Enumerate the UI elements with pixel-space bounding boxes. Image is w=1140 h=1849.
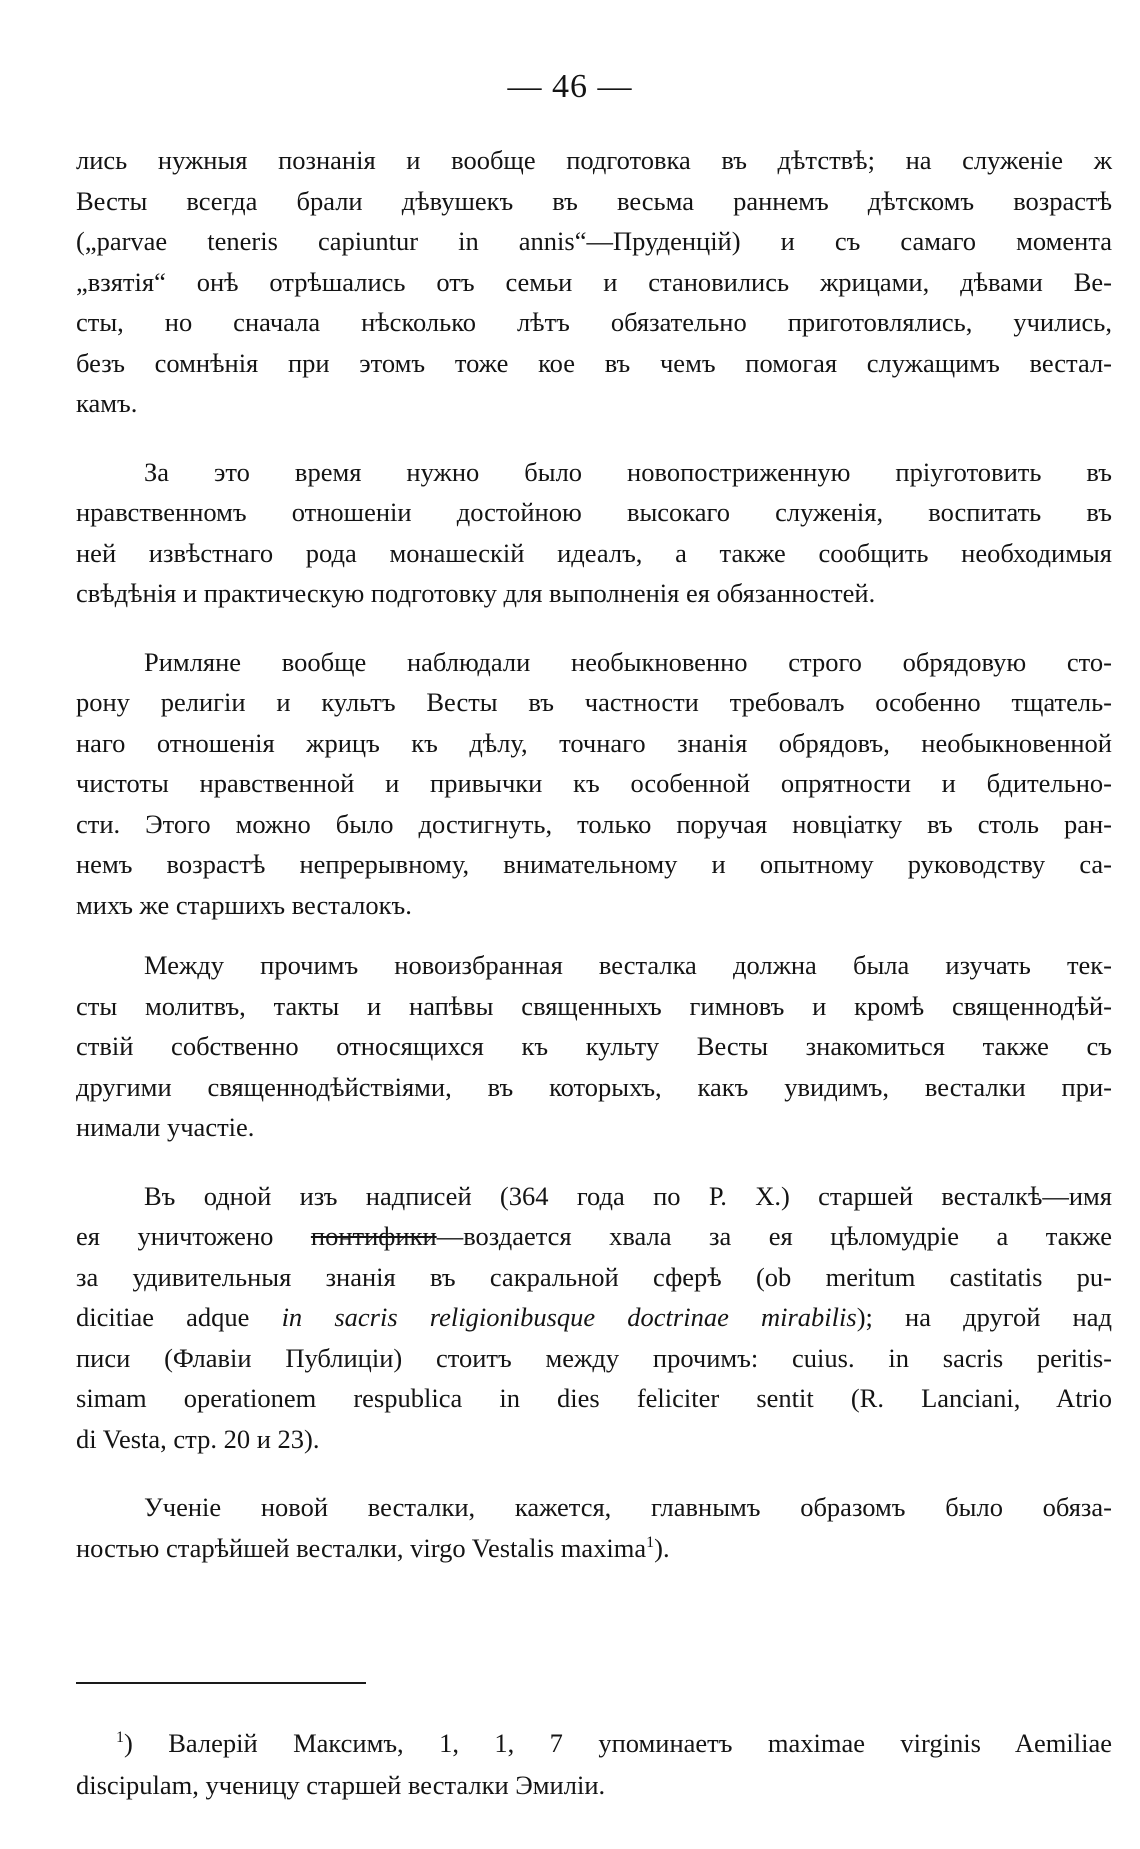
- paragraph-1: [76, 140, 1112, 424]
- page-number: — 46 —: [507, 68, 633, 105]
- text-line: di Vesta, стр. 20 и 23).: [76, 1423, 320, 1454]
- text-line: наго отношенія жрицъ къ дѣлу, точнаго знанія обрядовъ, необыкновенной: [76, 727, 1112, 758]
- text-segment: ); на другой над: [856, 1302, 1112, 1332]
- text-line: рону религіи и культъ Весты въ частности требовалъ особенно тщатель-: [76, 687, 1112, 717]
- text-line: чистоты нравственной и привычки къ особенной опрятности и бдительно-: [76, 768, 1112, 798]
- text-line: simam operationem respublica in dies feliciter sentit (R. Lanciani, Atrio: [76, 1383, 1112, 1413]
- footnote-divider: [76, 1682, 366, 1684]
- latin-italic-quote: in sacris religionibusque doctrinae mirabilis: [281, 1302, 857, 1332]
- text-line: („parvae teneris capiuntur in annis“—Пруденцій) и съ самаго момента: [76, 226, 1112, 256]
- text-line: немъ возрастѣ непрерывному, внимательному и опытному руководству са-: [76, 849, 1112, 879]
- text-line: лись нужныя познанія и вообще подготовка въ дѣтствѣ; на служеніе ж: [76, 145, 1112, 175]
- text-line: ствій собственно относящихся къ культу Весты знакомиться также съ: [76, 1031, 1112, 1061]
- text-line: сты молитвъ, такты и напѣвы священныхъ гимновъ и кромѣ священнодѣй-: [76, 990, 1112, 1021]
- text-line: сты, но сначала нѣсколько лѣтъ обязательно приготовлялись, учились,: [76, 307, 1112, 337]
- text-line: писи (Флавіи Публиціи) стоитъ между прочимъ: cuius. in sacris peritis-: [76, 1342, 1112, 1373]
- footnote-line: [76, 1722, 1112, 1764]
- paragraph-3: [76, 642, 1112, 926]
- paragraph-4: [76, 945, 1112, 1148]
- text-segment: ностью старѣйшей весталки, virgo Vestalis maxima: [76, 1532, 647, 1563]
- paragraph-6: [76, 1487, 1112, 1568]
- text-line: другими священнодѣйствіями, въ которыхъ, какъ увидимъ, весталки при-: [76, 1071, 1112, 1102]
- text-line: ней извѣстнаго рода монашескій идеалъ, а также сообщить необходимыя: [76, 537, 1112, 568]
- text-line: „взятія“ онѣ отрѣшались отъ семьи и становились жрицами, дѣвами Ве-: [76, 266, 1112, 297]
- body-text: [76, 140, 1112, 1568]
- text-line: Римляне вообще наблюдали необыкновенно строго обрядовую сто-: [144, 646, 1112, 677]
- footnote-marker: 1: [116, 1729, 124, 1747]
- text-line: Весты всегда брали дѣвушекъ въ весьма раннемъ дѣтскомъ возрастѣ: [76, 185, 1112, 216]
- text-line: [76, 1216, 1112, 1257]
- text-line: За это время нужно было новопостриженную пріуготовить въ: [144, 456, 1112, 487]
- footnote-reference[interactable]: 1: [646, 1533, 655, 1551]
- text-line: [76, 1528, 1112, 1569]
- text-line: нравственномъ отношеніи достойною высокаго служенія, воспитать въ: [76, 497, 1112, 527]
- text-segment: —воздается хвала за ея цѣломудріе а также: [436, 1221, 1113, 1251]
- paragraph-5: [76, 1176, 1112, 1460]
- text-line: Между прочимъ новоизбранная весталка должна была изучать тек-: [144, 950, 1112, 980]
- text-line: за удивительныя знанія въ сакральной сферѣ (ob meritum castitatis pu-: [76, 1261, 1112, 1292]
- text-line: Ученіе новой весталки, кажется, главнымъ образомъ было обяза-: [144, 1492, 1112, 1522]
- text-line: безъ сомнѣнія при этомъ тоже кое въ чемъ помогая служащимъ вестал-: [76, 347, 1112, 378]
- text-line: свѣдѣнія и практическую подготовку для выполненія ея обязанностей.: [76, 578, 876, 608]
- text-line: [76, 1297, 1112, 1338]
- text-segment: dicitiae adque: [76, 1302, 282, 1332]
- struck-word: понтифики: [310, 1221, 437, 1251]
- text-line: нимали участіе.: [76, 1112, 255, 1142]
- text-line: михъ же старшихъ весталокъ.: [76, 889, 412, 920]
- text-line: сти. Этого можно было достигнуть, только поручая новціатку въ столь ран-: [76, 808, 1112, 839]
- text-segment: ) Валерій Максимъ, 1, 1, 7 упоминаетъ maximae virginis Aemiliae: [124, 1728, 1112, 1758]
- text-segment: ).: [654, 1532, 670, 1563]
- text-line: Въ одной изъ надписей (364 года по Р. Х.) старшей весталкѣ—имя: [144, 1180, 1112, 1211]
- text-segment: ея уничтожено: [76, 1221, 311, 1251]
- paragraph-2: [76, 452, 1112, 614]
- footnote-line: discipulam, ученицу старшей весталки Эмиліи.: [76, 1770, 606, 1800]
- text-line: камъ.: [76, 388, 138, 418]
- footnote: [76, 1722, 1112, 1806]
